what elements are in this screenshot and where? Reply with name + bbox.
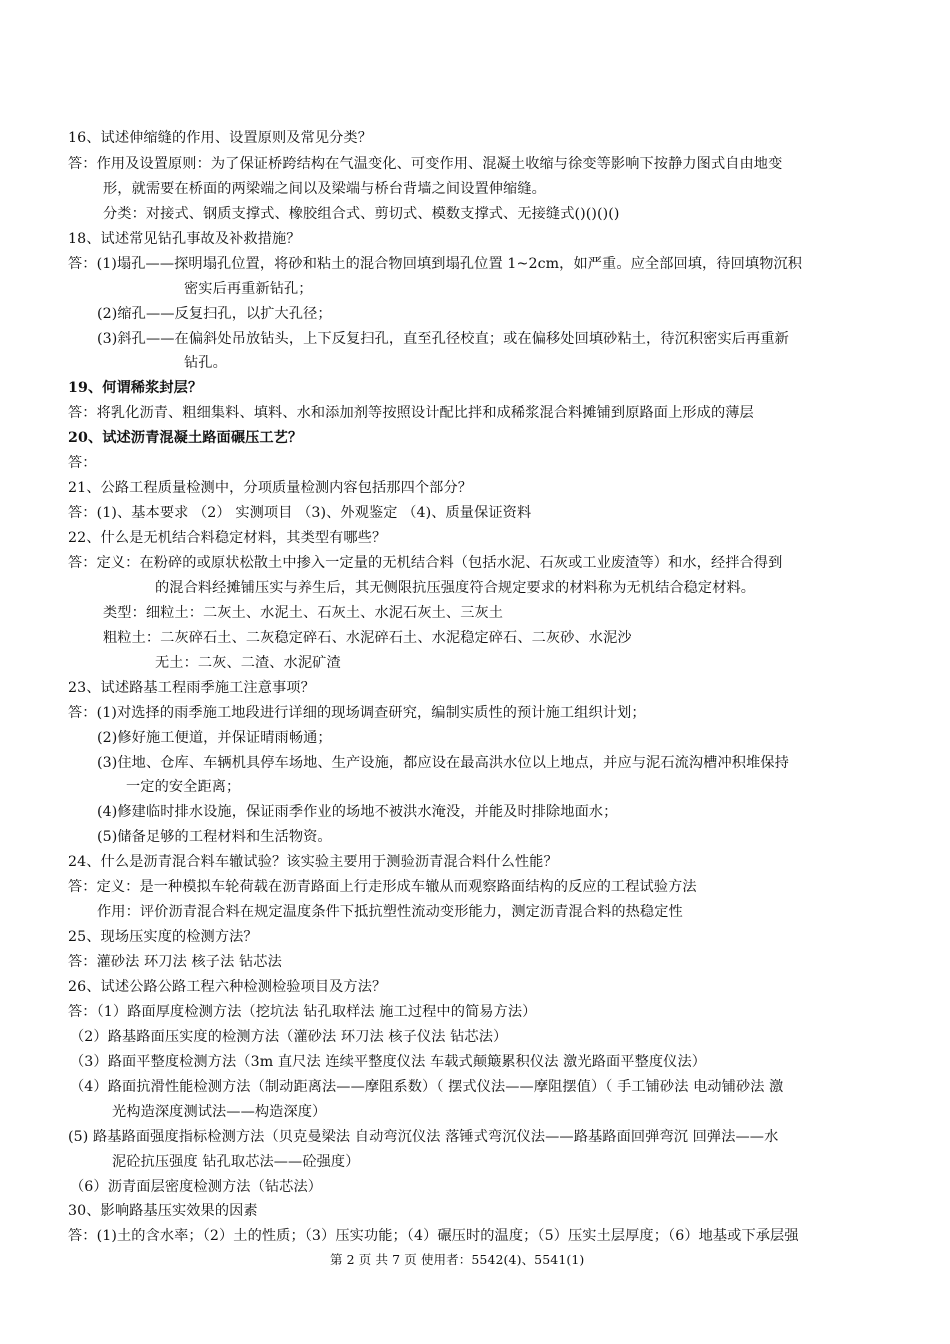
answer-line: 无土：二灰、二渣、水泥矿渣 (155, 655, 341, 671)
answer-line: 泥砼抗压强度 钻孔取芯法——砼强度） (112, 1154, 360, 1170)
question-19: 19、何谓稀浆封层？ (68, 380, 203, 396)
answer-line: 答：灌砂法 环刀法 核子法 钻芯法 (68, 954, 282, 970)
answer-line: 答：定义：是一种模拟车轮荷载在沥青路面上行走形成车辙从而观察路面结构的反应的工程试验方法 (68, 879, 697, 895)
answer-line: 的混合料经摊铺压实与养生后，其无侧限抗压强度符合规定要求的材料称为无机结合稳定材料。 (155, 580, 756, 596)
question-21: 21、公路工程质量检测中，分项质量检测内容包括那四个部分？ (68, 480, 473, 496)
answer-line: 粗粒土：二灰碎石土、二灰稳定碎石、水泥碎石土、水泥稳定碎石、二灰砂、水泥沙 (103, 630, 632, 646)
answer-line: (5) 路基路面强度指标检测方法（贝克曼梁法 自动弯沉仪法 落锤式弯沉仪法——路基路面回弹弯沉 回弹法——水 (68, 1129, 779, 1145)
answer-line: (5)储备足够的工程材料和生活物资。 (97, 829, 332, 845)
question-25: 25、现场压实度的检测方法？ (68, 929, 258, 945)
answer-line: 形，就需要在桥面的两梁端之间以及梁端与桥台背墙之间设置伸缩缝。 (103, 181, 546, 197)
answer-line: (3)住地、仓库、车辆机具停车场地、生产设施，都应设在最高洪水位以上地点，并应与泥石流沟槽冲积堆保持 (97, 755, 789, 771)
answer-line: 钻孔。 (184, 355, 227, 371)
answer-line: （6）沥青面层密度检测方法（钻芯法） (70, 1179, 323, 1195)
answer-line: 答：将乳化沥青、粗细集料、填料、水和添加剂等按照设计配比拌和成稀浆混合料摊铺到原路面上形成的薄层 (68, 405, 754, 421)
answer-line: 光构造深度测试法——构造深度） (112, 1104, 327, 1120)
answer-line: (4)修建临时排水设施，保证雨季作业的场地不被洪水淹没，并能及时排除地面水； (97, 804, 618, 820)
question-30: 30、影响路基压实效果的因素 (68, 1203, 258, 1219)
answer-line: 密实后再重新钻孔； (184, 281, 313, 297)
answer-line: （2）路基路面压实度的检测方法（灌砂法 环刀法 核子仪法 钻芯法） (70, 1029, 508, 1045)
answer-line: 答：作用及设置原则：为了保证桥跨结构在气温变化、可变作用、混凝土收缩与徐变等影响下按静力图式自由地变 (68, 156, 783, 172)
answer-line: 一定的安全距离； (126, 779, 241, 795)
question-23: 23、试述路基工程雨季施工注意事项？ (68, 680, 315, 696)
answer-line: 答：定义：在粉碎的或原状松散土中掺入一定量的无机结合料（包括水泥、石灰或工业废渣等）和水，经拌合得到 (68, 555, 783, 571)
page-footer: 第 2 页 共 7 页 使用者：5542(4)、5541(1) (330, 1252, 585, 1267)
answer-line: （3）路面平整度检测方法（3m 直尺法 连续平整度仪法 车载式颠簸累积仪法 激光路面平整度仪法） (70, 1054, 707, 1070)
answer-line: 答：(1)、基本要求 （2） 实测项目 （3)、外观鉴定 （4)、质量保证资料 (68, 505, 532, 521)
answer-line: （4）路面抗滑性能检测方法（制动距离法——摩阻系数）（ 摆式仪法——摩阻摆值）（ 手工铺砂法 电动铺砂法 激 (70, 1079, 784, 1095)
question-24: 24、什么是沥青混合料车辙试验？该实验主要用于测验沥青混合料什么性能？ (68, 854, 558, 870)
answer-line: 答： (68, 455, 97, 471)
question-26: 26、试述公路公路工程六种检测检验项目及方法？ (68, 979, 387, 995)
answer-line: 答：(1)对选择的雨季施工地段进行详细的现场调查研究，编制实质性的预计施工组织计划； (68, 705, 646, 721)
answer-line: (2)缩孔——反复扫孔，以扩大孔径； (97, 306, 332, 322)
answer-line: 分类：对接式、钢质支撑式、橡胶组合式、剪切式、模数支撑式、无接缝式()()()() (103, 206, 620, 222)
answer-line: 答：（1）路面厚度检测方法（挖坑法 钻孔取样法 施工过程中的简易方法） (68, 1004, 537, 1020)
answer-line: 答：(1)塌孔——探明塌孔位置，将砂和粘土的混合物回填到塌孔位置 1~2cm，如严重。应全部回填，待回填物沉积 (68, 256, 803, 272)
answer-line: (3)斜孔——在偏斜处吊放钻头，上下反复扫孔，直至孔径校直；或在偏移处回填砂粘土，待沉积密实后再重新 (97, 331, 789, 347)
answer-line: (2)修好施工便道，并保证晴雨畅通； (97, 730, 332, 746)
answer-line: 答：(1)土的含水率；（2）土的性质；（3）压实功能；（4）碾压时的温度；（5）压实土层厚度；（6）地基或下承层强 (68, 1228, 799, 1244)
question-20: 20、试述沥青混凝土路面碾压工艺？ (68, 430, 303, 446)
answer-line: 类型：细粒土：二灰土、水泥土、石灰土、水泥石灰土、三灰土 (103, 605, 504, 621)
question-22: 22、什么是无机结合料稳定材料，其类型有哪些？ (68, 530, 387, 546)
answer-line: 作用：评价沥青混合料在规定温度条件下抵抗塑性流动变形能力，测定沥青混合料的热稳定性 (97, 904, 683, 920)
question-18: 18、试述常见钻孔事故及补救措施？ (68, 231, 301, 247)
question-16: 16、试述伸缩缝的作用、设置原则及常见分类？ (68, 130, 373, 146)
